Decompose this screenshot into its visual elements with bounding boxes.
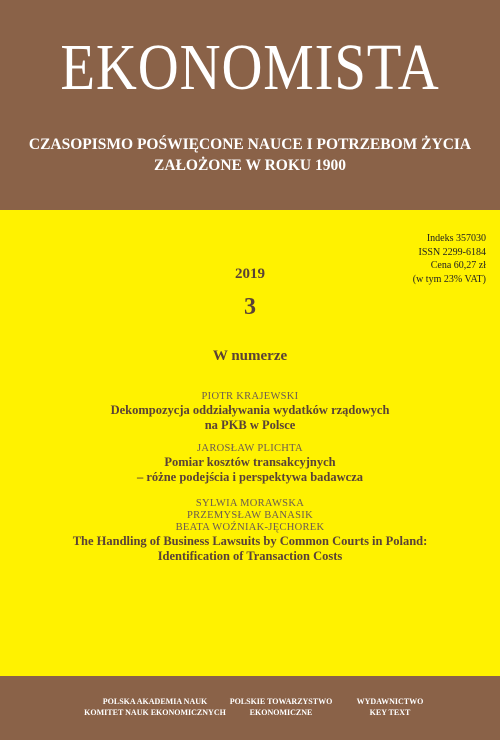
publisher-key-text <box>340 696 440 718</box>
price-text: Cena 60,27 zł <box>430 260 486 271</box>
article-entry[interactable] <box>0 443 500 485</box>
index-number: Indeks 357030 <box>426 233 486 244</box>
publisher-line: KOMITET NAUK EKONOMICZNYCH <box>84 708 226 717</box>
publisher-line: POLSKIE TOWARZYSTWO <box>229 697 333 706</box>
article-title: The Handling of Business Lawsuits by Common Courts in Poland: <box>72 534 428 548</box>
publisher-line: WYDAWNICTWO <box>356 697 424 706</box>
publisher-pan <box>70 696 240 718</box>
article-title: Dekompozycja oddziaływania wydatków rządowych <box>110 403 390 417</box>
publisher-line: EKONOMICZNE <box>249 708 313 717</box>
contents-heading: W numerze <box>212 348 288 364</box>
publisher-line: POLSKA AKADEMIA NAUK <box>102 697 208 706</box>
article-title: na PKB w Polsce <box>204 418 296 432</box>
vat-text: (w tym 23% VAT) <box>412 273 486 285</box>
article-entry[interactable] <box>0 498 500 564</box>
journal-masthead: EKONOMISTA <box>60 31 440 104</box>
issn-number: ISSN 2299-6184 <box>418 246 486 258</box>
journal-subtitle-line2: ZAŁOŻONE W ROKU 1900 <box>154 157 346 174</box>
article-title: – różne podejścia i perspektywa badawcza <box>136 470 364 484</box>
journal-subtitle-line1: CZASOPISMO POŚWIĘCONE NAUCE I POTRZEBOM ŻYCIA <box>28 136 472 153</box>
article-entry[interactable] <box>0 391 500 433</box>
article-author: BEATA WOŹNIAK-JĘCHOREK <box>175 522 325 533</box>
publisher-pte <box>226 696 336 718</box>
article-title: Identification of Transaction Costs <box>157 549 343 563</box>
article-author: PRZEMYSŁAW BANASIK <box>186 510 313 521</box>
article-title: Pomiar kosztów transakcyjnych <box>164 455 336 469</box>
publisher-line: KEY TEXT <box>369 708 411 717</box>
issue-year: 2019 <box>235 266 265 282</box>
article-author: PIOTR KRAJEWSKI <box>201 391 299 402</box>
article-author: SYLWIA MORAWSKA <box>195 498 305 509</box>
article-author: JAROSŁAW PLICHTA <box>197 443 303 454</box>
issue-number: 3 <box>244 294 256 320</box>
